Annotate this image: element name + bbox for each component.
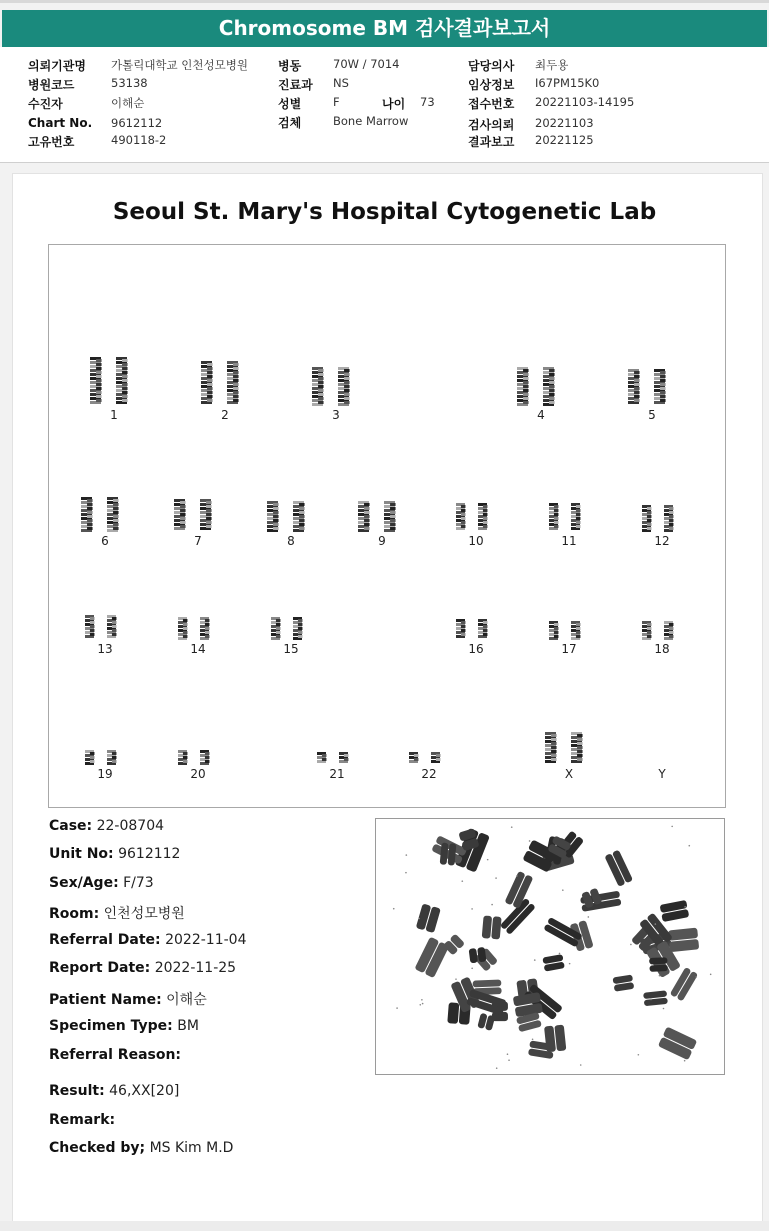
unit-row xyxy=(49,846,180,862)
chromosome-label-5: 5 xyxy=(648,408,656,422)
referral-date-value: 2022-11-04 xyxy=(165,932,247,948)
clinical-label: 임상정보 xyxy=(468,78,515,92)
referral-reason-label: Referral Reason: xyxy=(49,1047,182,1063)
chromosome-pair-16 xyxy=(454,619,498,641)
chromosome-pair-20 xyxy=(176,750,220,766)
specimen-type-value: BM xyxy=(177,1018,199,1034)
chromosome-label-10: 10 xyxy=(468,534,484,548)
metaphase-chromosome xyxy=(658,1026,697,1060)
chromosome-pair-14 xyxy=(176,617,220,641)
unique-no-label: 고유번호 xyxy=(28,135,75,149)
sex-value: F xyxy=(333,95,340,109)
clinical-value: I67PM15K0 xyxy=(535,76,600,90)
ward-label: 병동 xyxy=(278,59,302,73)
chromosome-label-17: 17 xyxy=(561,642,577,656)
metaphase-chromosome xyxy=(504,871,533,909)
room-value: 인천성모병원 xyxy=(103,906,185,922)
chromosome-label-X: X xyxy=(564,767,574,781)
patient-name-label: Patient Name: xyxy=(49,992,162,1008)
chromosome-label-19: 19 xyxy=(97,767,113,781)
chromosome-label-12: 12 xyxy=(654,534,670,548)
sexage-value: F/73 xyxy=(123,875,154,891)
chromosome-pair-13 xyxy=(83,615,127,641)
chromosome-pair-3 xyxy=(310,367,362,407)
chromosome-pair-6 xyxy=(79,497,131,533)
chromosome-label-21: 21 xyxy=(329,767,345,781)
chromosome-label-1: 1 xyxy=(110,408,118,422)
chromosome-pair-8 xyxy=(265,501,317,533)
chromosome-pair-4 xyxy=(515,367,567,407)
chromosome-pair-7 xyxy=(172,499,224,533)
metaphase-chromosome xyxy=(414,937,449,979)
chromosome-label-Y: Y xyxy=(658,767,666,781)
report-date-value2: 2022-11-25 xyxy=(154,960,237,976)
chromosome-label-7: 7 xyxy=(194,534,202,548)
chromosome-label-11: 11 xyxy=(561,534,577,548)
specimen-type-row xyxy=(49,1018,199,1034)
request-label: 검사의뢰 xyxy=(468,118,515,132)
metaphase-image xyxy=(375,818,725,1075)
metaphase-chromosome xyxy=(643,990,668,1006)
patient-name-value: 이해순 xyxy=(166,992,207,1008)
unit-label: Unit No: xyxy=(49,846,114,862)
chromosome-label-18: 18 xyxy=(654,642,670,656)
hospital-label: 의뢰기관명 xyxy=(28,59,86,73)
chromosome-pair-21 xyxy=(315,752,359,766)
hospital-code-value: 53138 xyxy=(111,76,148,90)
chromosome-label-20: 20 xyxy=(190,767,206,781)
chromosome-pair-X xyxy=(543,732,595,766)
bottom-strip xyxy=(0,1221,769,1231)
chromosome-pair-5 xyxy=(626,369,678,407)
request-value: 20221103 xyxy=(535,116,594,130)
result-value: 46,XX[20] xyxy=(109,1083,180,1099)
checked-value: MS Kim M.D xyxy=(149,1140,234,1156)
ward-value: 70W / 7014 xyxy=(333,57,400,71)
age-value: 73 xyxy=(420,95,435,109)
hospital-value: 가톨릭대학교 인천성모병원 xyxy=(111,58,248,72)
lab-title: Seoul St. Mary's Hospital Cytogenetic Lab xyxy=(112,199,657,225)
doctor-label: 담당의사 xyxy=(468,59,515,73)
metaphase-chromosome xyxy=(660,900,690,922)
metaphase-chromosome xyxy=(544,1025,566,1053)
chromosome-label-9: 9 xyxy=(378,534,386,548)
chromosome-label-8: 8 xyxy=(287,534,295,548)
chromosome-label-14: 14 xyxy=(190,642,206,656)
chromosome-label-2: 2 xyxy=(221,408,229,422)
patient-value: 이해순 xyxy=(111,96,145,110)
result-label: Result: xyxy=(49,1083,105,1099)
chromosome-pair-22 xyxy=(407,752,451,766)
metaphase-chromosome xyxy=(668,928,699,952)
metaphase-chromosome xyxy=(513,992,543,1017)
chart-no-value: 9612112 xyxy=(111,116,163,130)
patient-info-panel xyxy=(0,47,769,163)
specimen-label: 검체 xyxy=(278,116,302,130)
chromosome-label-15: 15 xyxy=(283,642,299,656)
chromosome-label-13: 13 xyxy=(97,642,113,656)
metaphase-chromosome xyxy=(542,954,565,972)
metaphase-chromosome xyxy=(543,917,583,948)
chromosome-pair-9 xyxy=(356,501,408,533)
patient-name-row xyxy=(49,989,207,1009)
divider xyxy=(0,162,769,163)
sex-label: 성별 xyxy=(278,97,302,111)
checked-label: Checked by; xyxy=(49,1140,146,1156)
hospital-code-label: 병원코드 xyxy=(28,78,75,92)
referral-date-row xyxy=(49,932,246,948)
chromosome-pair-18 xyxy=(640,621,684,641)
chromosome-pair-17 xyxy=(547,621,591,641)
report-date-label: 결과보고 xyxy=(468,135,515,149)
chromosome-label-3: 3 xyxy=(332,408,340,422)
dept-value: NS xyxy=(333,76,349,90)
chromosome-pair-19 xyxy=(83,750,127,766)
top-border xyxy=(0,0,769,3)
chromosome-pair-11 xyxy=(547,503,591,533)
karyogram-panel xyxy=(48,244,726,808)
report-date-label2: Report Date: xyxy=(49,960,151,976)
checked-row xyxy=(49,1140,233,1156)
chromosome-label-22: 22 xyxy=(421,767,437,781)
dept-label: 진료과 xyxy=(278,78,313,92)
chromosome-pair-2 xyxy=(199,361,251,407)
chromosome-pair-10 xyxy=(454,503,498,533)
receipt-value: 20221103-14195 xyxy=(535,95,635,109)
chromosome-label-16: 16 xyxy=(468,642,484,656)
chromosome-pair-15 xyxy=(269,617,313,641)
case-label: Case: xyxy=(49,818,93,834)
specimen-value: Bone Marrow xyxy=(333,114,409,128)
metaphase-chromosome xyxy=(670,967,699,1002)
room-row xyxy=(49,903,185,923)
unit-value: 9612112 xyxy=(118,846,181,862)
sexage-row xyxy=(49,875,154,891)
room-label: Room: xyxy=(49,906,100,922)
remark-row xyxy=(49,1112,115,1128)
chromosome-label-6: 6 xyxy=(101,534,109,548)
case-value: 22-08704 xyxy=(96,818,165,834)
chromosome-pair-12 xyxy=(640,505,684,533)
referral-reason-row xyxy=(49,1047,181,1063)
report-title: Chromosome BM 검사결과보고서 xyxy=(218,16,551,40)
chart-no-label: Chart No. xyxy=(28,116,93,130)
remark-label: Remark: xyxy=(49,1112,116,1128)
doctor-value: 최두용 xyxy=(535,58,569,72)
specimen-type-label: Specimen Type: xyxy=(49,1018,173,1034)
age-label: 나이 xyxy=(382,97,406,111)
patient-label: 수진자 xyxy=(28,97,63,111)
sexage-label: Sex/Age: xyxy=(49,875,119,891)
report-header xyxy=(2,10,767,47)
receipt-label: 접수번호 xyxy=(468,97,515,111)
chromosome-label-4: 4 xyxy=(537,408,545,422)
report-date-value: 20221125 xyxy=(535,133,594,147)
case-row xyxy=(49,818,164,834)
report-date-row xyxy=(49,960,236,976)
metaphase-chromosome xyxy=(612,974,634,991)
result-row xyxy=(49,1083,179,1099)
metaphase-chromosome xyxy=(604,850,633,887)
metaphase-chromosome xyxy=(482,915,502,939)
unique-no-value: 490118-2 xyxy=(111,133,167,147)
chromosome-pair-1 xyxy=(88,357,140,407)
referral-date-label: Referral Date: xyxy=(49,932,161,948)
